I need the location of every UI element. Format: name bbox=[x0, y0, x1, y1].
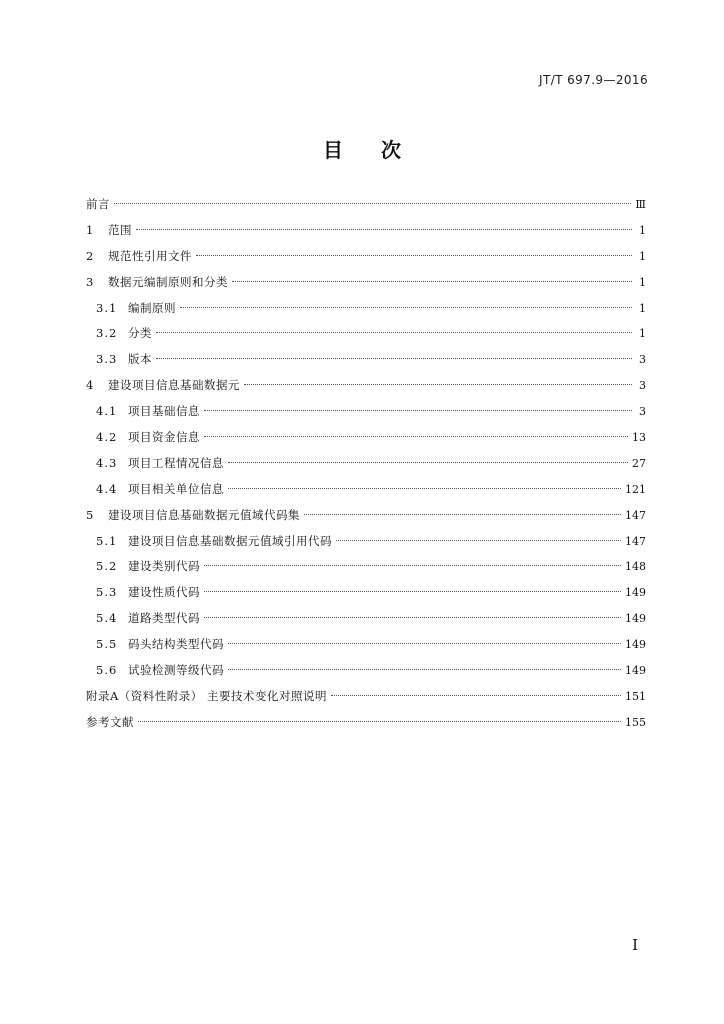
toc-heading bbox=[0, 134, 724, 163]
toc-dot-leader bbox=[138, 721, 621, 722]
toc-entry-label: 数据元编制原则和分类 bbox=[108, 274, 228, 289]
page-number: I bbox=[632, 936, 638, 954]
toc-dot-leader bbox=[156, 332, 632, 333]
toc-dot-leader bbox=[204, 617, 621, 618]
toc-entry-label: 版本 bbox=[128, 352, 152, 367]
toc-entry-label: 项目工程情况信息 bbox=[128, 455, 224, 470]
toc-entry-label: 项目相关单位信息 bbox=[128, 481, 224, 496]
toc-entry-page: 1 bbox=[639, 301, 646, 315]
toc-entry[interactable] bbox=[86, 373, 646, 399]
toc-dot-leader bbox=[336, 540, 621, 541]
toc-entry-number: 5.4 bbox=[96, 611, 118, 626]
toc-entry-label: 范围 bbox=[108, 222, 132, 237]
toc-entry-number: 3.3 bbox=[96, 352, 118, 367]
toc-entry[interactable] bbox=[86, 503, 646, 529]
toc-entry-number: 4.4 bbox=[96, 481, 118, 496]
toc-entry-number: 3 bbox=[86, 274, 94, 289]
toc-entry-label: 码头结构类型代码 bbox=[128, 637, 224, 652]
toc-entry-page: 3 bbox=[639, 405, 646, 419]
toc-entry-number: 4.3 bbox=[96, 455, 118, 470]
toc-entry[interactable] bbox=[86, 425, 646, 451]
table-of-contents bbox=[86, 192, 646, 736]
toc-dot-leader bbox=[228, 488, 621, 489]
toc-dot-leader bbox=[204, 410, 632, 411]
toc-entry-number: 5.5 bbox=[96, 637, 118, 652]
toc-entry[interactable] bbox=[86, 321, 646, 347]
toc-entry-label: 试验检测等级代码 bbox=[128, 663, 224, 678]
toc-entry-number: 1 bbox=[86, 222, 94, 237]
toc-entry-number: 5.1 bbox=[96, 533, 118, 548]
toc-entry-page: 149 bbox=[625, 612, 646, 626]
toc-entry-page: 151 bbox=[625, 689, 646, 703]
toc-entry[interactable] bbox=[86, 529, 646, 555]
toc-entry-label: 建设性质代码 bbox=[128, 585, 200, 600]
toc-dot-leader bbox=[156, 358, 632, 359]
toc-dot-leader bbox=[228, 669, 621, 670]
toc-dot-leader bbox=[304, 514, 621, 515]
toc-entry-label: 建设类别代码 bbox=[128, 559, 200, 574]
toc-entry-page: 27 bbox=[632, 456, 646, 470]
toc-heading-part2: 次 bbox=[381, 138, 401, 162]
toc-entry-number: 3.2 bbox=[96, 326, 118, 341]
toc-entry-page: 149 bbox=[625, 586, 646, 600]
toc-entry-number: 4.2 bbox=[96, 430, 118, 445]
toc-entry[interactable] bbox=[86, 244, 646, 270]
toc-dot-leader bbox=[228, 462, 628, 463]
toc-entry-page: 1 bbox=[639, 327, 646, 341]
toc-dot-leader bbox=[331, 695, 621, 696]
toc-dot-leader bbox=[204, 565, 621, 566]
toc-entry[interactable] bbox=[86, 684, 646, 710]
toc-entry[interactable] bbox=[86, 554, 646, 580]
toc-dot-leader bbox=[114, 203, 631, 204]
toc-entry[interactable] bbox=[86, 710, 646, 736]
toc-entry-label: 参考文献 bbox=[86, 714, 134, 729]
toc-entry-number: 4.1 bbox=[96, 404, 118, 419]
toc-entry-label: 项目资金信息 bbox=[128, 430, 200, 445]
toc-entry[interactable] bbox=[86, 632, 646, 658]
toc-entry[interactable] bbox=[86, 347, 646, 373]
toc-entry[interactable] bbox=[86, 580, 646, 606]
toc-entry-page: 13 bbox=[632, 431, 646, 445]
toc-dot-leader bbox=[180, 307, 632, 308]
toc-entry[interactable] bbox=[86, 451, 646, 477]
toc-entry-page: 1 bbox=[639, 223, 646, 237]
toc-entry-page: 1 bbox=[639, 249, 646, 263]
toc-dot-leader bbox=[204, 436, 628, 437]
toc-entry-label: 建设项目信息基础数据元 bbox=[108, 378, 240, 393]
toc-entry-label: 建设项目信息基础数据元值域代码集 bbox=[108, 507, 300, 522]
toc-dot-leader bbox=[204, 591, 621, 592]
toc-dot-leader bbox=[228, 643, 621, 644]
toc-entry-page: 147 bbox=[625, 508, 646, 522]
toc-dot-leader bbox=[196, 255, 632, 256]
toc-entry[interactable] bbox=[86, 606, 646, 632]
toc-entry-page: 3 bbox=[639, 379, 646, 393]
toc-entry-label: 道路类型代码 bbox=[128, 611, 200, 626]
toc-entry[interactable] bbox=[86, 399, 646, 425]
toc-entry-page: 149 bbox=[625, 664, 646, 678]
toc-entry[interactable] bbox=[86, 270, 646, 296]
toc-entry-page: 1 bbox=[639, 275, 646, 289]
toc-entry-number: 2 bbox=[86, 248, 94, 263]
toc-entry[interactable] bbox=[86, 296, 646, 322]
toc-entry-number: 5.3 bbox=[96, 585, 118, 600]
toc-entry-number: 5.6 bbox=[96, 663, 118, 678]
toc-entry-number: 3.1 bbox=[96, 300, 118, 315]
toc-dot-leader bbox=[244, 384, 632, 385]
toc-entry-page: 3 bbox=[639, 353, 646, 367]
toc-entry[interactable] bbox=[86, 477, 646, 503]
toc-entry-number: 4 bbox=[86, 378, 94, 393]
toc-entry-label: 建设项目信息基础数据元值域引用代码 bbox=[128, 533, 332, 548]
toc-dot-leader bbox=[232, 281, 632, 282]
toc-entry[interactable] bbox=[86, 192, 646, 218]
toc-entry-label: 附录A（资料性附录） 主要技术变化对照说明 bbox=[86, 688, 327, 703]
toc-entry-label: 项目基础信息 bbox=[128, 404, 200, 419]
toc-entry-number: 5.2 bbox=[96, 559, 118, 574]
toc-entry-page: 155 bbox=[625, 715, 646, 729]
toc-entry-label: 规范性引用文件 bbox=[108, 248, 192, 263]
toc-entry-page: 147 bbox=[625, 534, 646, 548]
toc-dot-leader bbox=[136, 229, 632, 230]
toc-entry-page: 148 bbox=[625, 560, 646, 574]
toc-entry-label: 编制原则 bbox=[128, 300, 176, 315]
toc-entry-page: 149 bbox=[625, 638, 646, 652]
toc-entry-page: 121 bbox=[625, 482, 646, 496]
toc-entry-label: 前言 bbox=[86, 197, 110, 211]
document-code: JT/T 697.9—2016 bbox=[539, 73, 648, 87]
toc-entry-number: 5 bbox=[86, 507, 94, 522]
toc-entry[interactable] bbox=[86, 218, 646, 244]
toc-heading-part1: 目 bbox=[323, 138, 343, 162]
toc-entry-label: 分类 bbox=[128, 326, 152, 341]
toc-entry[interactable] bbox=[86, 658, 646, 684]
toc-entry-page: Ⅲ bbox=[635, 198, 646, 211]
